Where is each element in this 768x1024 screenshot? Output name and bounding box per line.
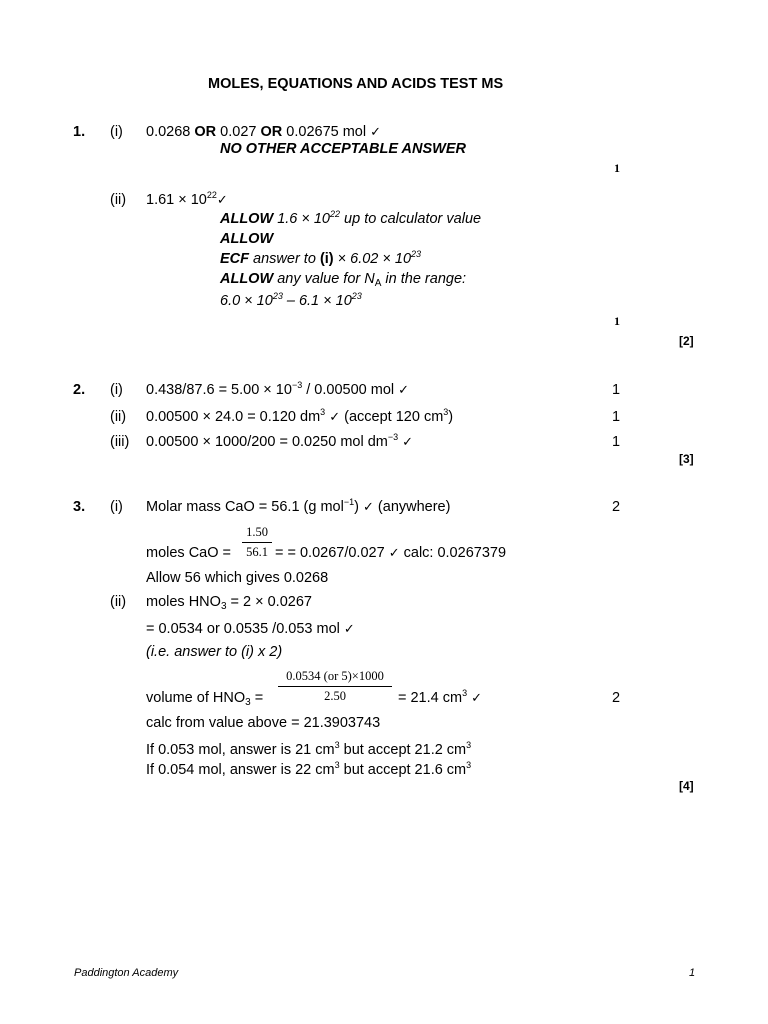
- moles-cao-fraction: [242, 525, 272, 560]
- q3-if-054: If 0.054 mol, answer is 22 $cm^3$ but accept 21.6 $cm^3$: [146, 760, 472, 778]
- q3-volume-label: volume of $HNO_3$ =: [146, 690, 264, 708]
- q3-answer-line: = 0.0534 or 0.0535 /0.053 mol ✓: [146, 621, 355, 637]
- q3-number: 3.: [73, 499, 86, 515]
- q3-part-ii-label: (ii): [110, 594, 127, 610]
- page-title: MOLES, EQUATIONS AND ACIDS TEST MS: [208, 76, 504, 92]
- q3-ie-note: (i.e. answer to (i) x 2): [146, 644, 283, 660]
- check-icon: ✓: [471, 691, 483, 706]
- q1-range-line: $6.0 \times 10^{23} - 6.1 \times 10^{23}$: [220, 291, 362, 309]
- q1-total: [2]: [679, 334, 694, 348]
- q1-part-ii-label: (ii): [110, 192, 127, 208]
- q1-part-i-note: NO OTHER ACCEPTABLE ANSWER: [220, 141, 466, 157]
- q3-total: [4]: [679, 779, 694, 793]
- q3-if-053: If 0.053 mol, answer is 21 $cm^3$ but accept 21.2 $cm^3$: [146, 740, 472, 758]
- fraction-numerator: 1.50: [246, 525, 268, 539]
- q1-number: 1.: [73, 124, 86, 140]
- q2-part-iii-label: (iii): [110, 434, 130, 450]
- q2-part-i-answer: $0.438/87.6 = 5.00 \times 10^{-3} / 0.00500$ mol ✓: [146, 380, 410, 398]
- check-icon: ✓: [370, 125, 382, 140]
- q3-part-ii-mark: 2: [612, 690, 621, 706]
- footer-page-number: 1: [689, 967, 696, 979]
- q2-total: [3]: [679, 452, 694, 466]
- q1-ecf-line: ECF answer to $(i) \times 6.02 \times 10^{23}$: [220, 249, 422, 267]
- q2-part-i-mark: 1: [612, 382, 621, 398]
- q3-molar-mass: Molar mass CaO = 56.1 (g mol$^{-1}$) ✓ (anywhere): [146, 497, 451, 515]
- fraction-numerator: 0.0534 (or 5)×1000: [286, 669, 384, 683]
- q1-allow-line-2: ALLOW: [220, 231, 274, 247]
- q3-part-i-mark: 2: [612, 499, 621, 515]
- q1-allow-line-3: ALLOW any value for $N_A$ in the range:: [220, 271, 467, 289]
- q3-moles-hno3: moles $HNO_3 = 2 \times 0.0267$: [146, 594, 312, 612]
- q2-part-ii-answer: 0.00500 × 24.0 = 0.120 $dm^3$ ✓ (accept 120 $cm^3$): [146, 407, 454, 425]
- q1-allow-line-1: ALLOW $1.6 \times 10^{22}$ up to calculator value: [220, 209, 482, 227]
- check-icon: ✓: [402, 435, 414, 450]
- check-icon: ✓: [329, 410, 341, 425]
- check-icon: ✓: [398, 383, 410, 398]
- q2-number: 2.: [73, 382, 86, 398]
- q2-part-i-label: (i): [110, 382, 123, 398]
- check-icon: ✓: [388, 546, 400, 561]
- volume-fraction: [278, 669, 392, 704]
- q3-moles-label: moles CaO =: [146, 545, 232, 561]
- fraction-bar: [278, 686, 392, 687]
- q2-part-ii-label: (ii): [110, 409, 127, 425]
- q1-part-i-label: (i): [110, 124, 123, 140]
- q1-part-i-answer: 0.0268 OR 0.027 OR 0.02675 mol ✓: [146, 124, 382, 140]
- check-icon: ✓: [343, 622, 355, 637]
- q1-part-ii-mark: 1: [614, 314, 620, 328]
- q2-part-iii-mark: 1: [612, 434, 621, 450]
- q3-part-i-label: (i): [110, 499, 123, 515]
- q1-part-ii-answer: $1.61 \times 10^{22}✓$: [146, 190, 228, 208]
- q3-moles-result: = = 0.0267/0.027 ✓ calc: 0.0267379: [275, 545, 507, 561]
- check-icon: ✓: [362, 500, 374, 515]
- fraction-denominator: 2.50: [324, 689, 346, 703]
- check-icon: ✓: [216, 193, 228, 208]
- q3-volume-result: = 21.4 $cm^3$ ✓: [398, 688, 483, 706]
- q3-allow-56: Allow 56 which gives 0.0268: [146, 570, 329, 586]
- q1-part-i-mark: 1: [614, 161, 620, 175]
- footer-school: Paddington Academy: [74, 967, 179, 979]
- fraction-denominator: 56.1: [246, 545, 268, 559]
- q2-part-ii-mark: 1: [612, 409, 621, 425]
- fraction-bar: [242, 542, 272, 543]
- q2-part-iii-answer: 0.00500 × 1000/200 = 0.0250 mol $dm^{-3}$ ✓: [146, 432, 414, 450]
- q3-calc-line: calc from value above = 21.3903743: [146, 715, 381, 731]
